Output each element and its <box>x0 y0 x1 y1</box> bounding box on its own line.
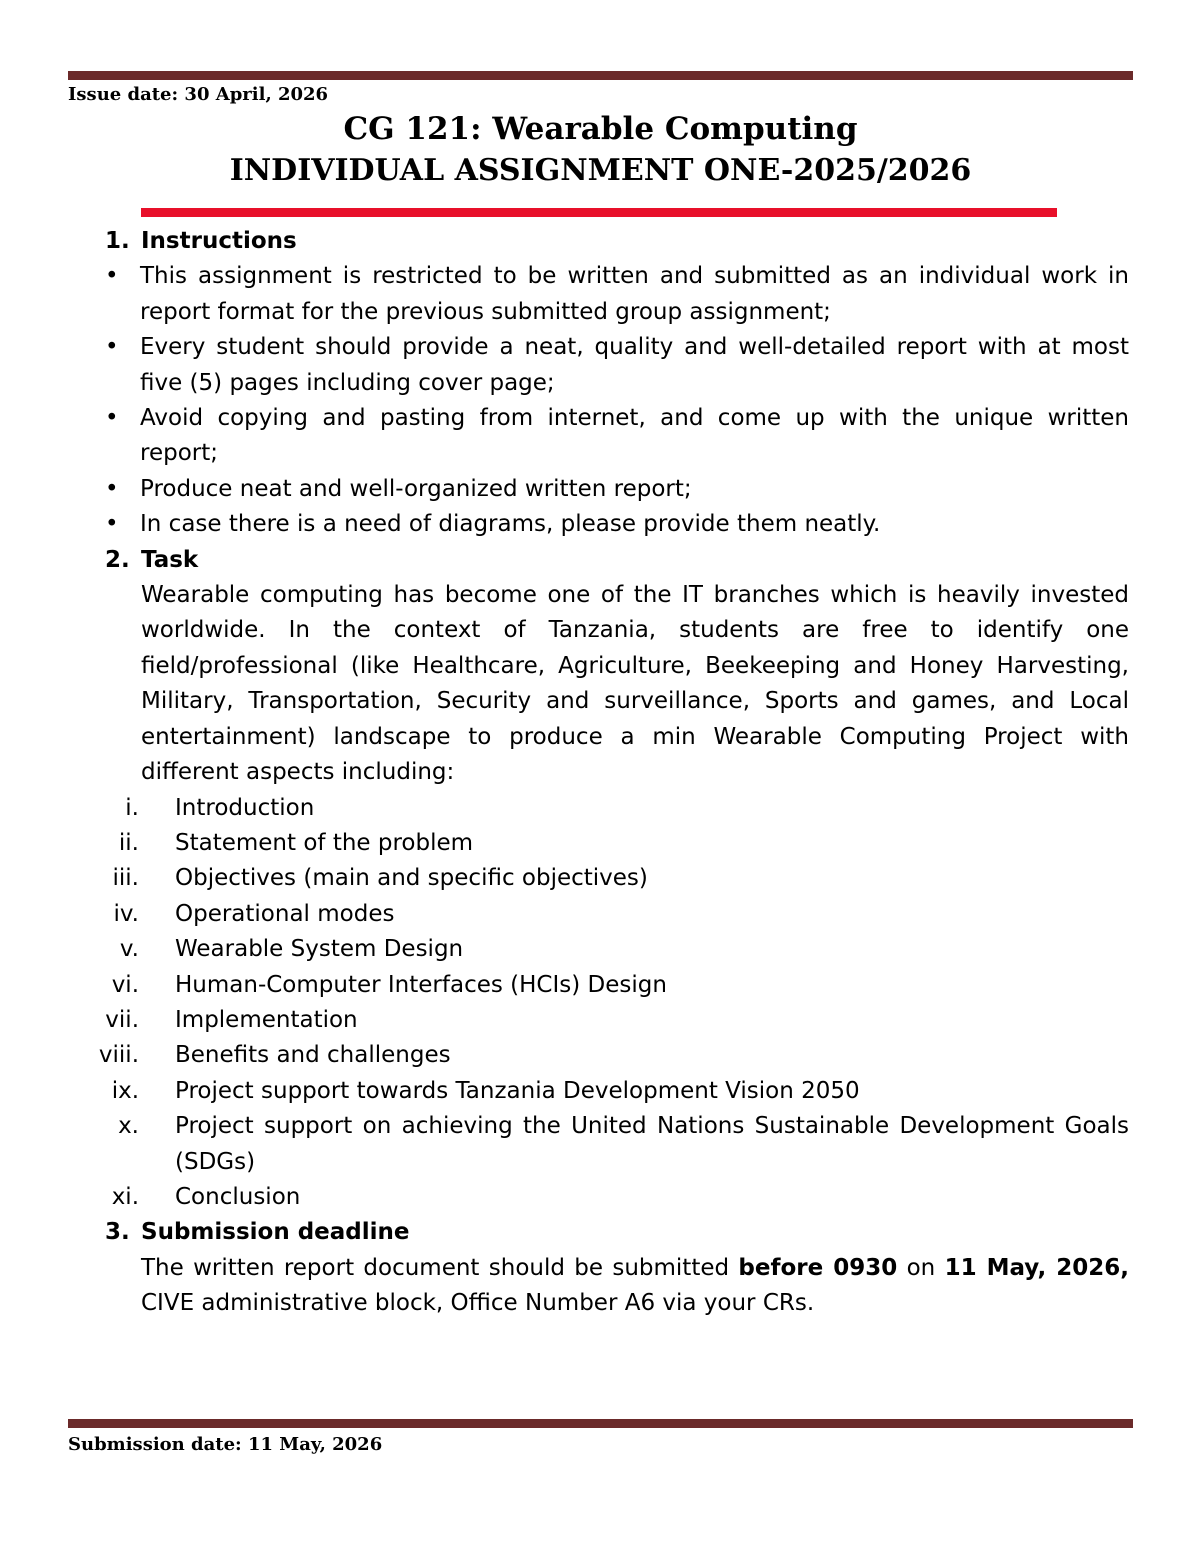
bullet-icon: • <box>105 334 119 361</box>
task-aspect-text: Wearable System Design <box>175 936 464 963</box>
task-aspect-item <box>105 1109 1129 1180</box>
task-aspect-item <box>105 861 1129 896</box>
roman-numeral: ii. <box>118 829 139 856</box>
instruction-item <box>105 330 1129 401</box>
task-aspect-item <box>105 1003 1129 1038</box>
instruction-item <box>105 472 1129 507</box>
bullet-icon: • <box>105 475 119 502</box>
section-number: 3. <box>105 1219 130 1246</box>
submission-date-inline: 11 May, 2026, <box>944 1254 1129 1281</box>
instruction-text: This assignment is restricted to be written and submitted as an individual work in report format for the previous submitted group assignment; <box>140 263 1129 325</box>
instruction-text: In case there is a need of diagrams, please provide them neatly. <box>140 511 881 538</box>
task-aspect-item <box>105 897 1129 932</box>
roman-numeral: iv. <box>113 900 139 927</box>
roman-numeral: iii. <box>112 865 139 892</box>
task-aspect-item <box>105 968 1129 1003</box>
roman-numeral: x. <box>118 1113 139 1140</box>
task-aspect-text: Statement of the problem <box>175 829 474 856</box>
instruction-text: Every student should provide a neat, quality and well-detailed report with at most five (5) pages including cover page; <box>140 334 1129 396</box>
section-instructions-heading <box>105 224 1129 259</box>
section-title: Task <box>141 546 199 573</box>
bullet-icon: • <box>105 263 119 290</box>
section-number: 2. <box>105 546 130 573</box>
header-rule <box>68 71 1133 80</box>
footer-rule <box>68 1419 1133 1428</box>
roman-numeral: vii. <box>105 1006 139 1033</box>
section-number: 1. <box>105 228 130 254</box>
task-paragraph: Wearable computing has become one of the IT branches which is heavily invested worldwide. In the context of Tanzania, students are free to identify one field/professional (like Healthcare, Agriculture, Beekeeping and Honey Harvesting, Military, Transportation, Security and surveillance, Sports and games, and Local entertainment) landscape to produce a min Wearable Computing Project with different aspects including: <box>141 582 1129 786</box>
task-aspect-item <box>105 1074 1129 1109</box>
task-aspect-text: Conclusion <box>175 1183 301 1210</box>
section-title: Instructions <box>141 228 297 254</box>
roman-numeral: i. <box>125 794 139 821</box>
task-aspect-text: Operational modes <box>175 900 395 927</box>
task-aspect-text: Introduction <box>175 794 315 821</box>
task-aspect-item <box>105 1180 1129 1215</box>
task-aspect-item <box>105 826 1129 861</box>
roman-numeral: vi. <box>111 971 139 998</box>
task-aspect-text: Project support towards Tanzania Development Vision 2050 <box>175 1077 860 1104</box>
assignment-title: INDIVIDUAL ASSIGNMENT ONE-2025/2026 <box>229 153 972 188</box>
instruction-item <box>105 507 1129 542</box>
submission-time: before 0930 <box>738 1254 898 1281</box>
instructions-list <box>105 259 1129 542</box>
submission-text-mid: on <box>897 1254 945 1281</box>
bullet-icon: • <box>105 511 119 538</box>
document-title <box>68 108 1133 192</box>
instruction-text: Produce neat and well-organized written report; <box>140 475 692 502</box>
task-aspect-item <box>98 1038 1129 1073</box>
task-aspect-item <box>105 932 1129 967</box>
roman-numeral: v. <box>119 936 139 963</box>
task-aspect-item <box>105 791 1129 826</box>
roman-numeral: xi. <box>111 1183 139 1210</box>
task-aspect-text: Benefits and challenges <box>175 1042 451 1069</box>
instruction-text: Avoid copying and pasting from internet, and come up with the unique written report; <box>140 405 1129 467</box>
issue-date: Issue date: 30 April, 2026 <box>68 84 329 105</box>
submission-text-before: The written report document should be submitted <box>141 1254 739 1281</box>
document-body <box>98 224 1129 1322</box>
instruction-item <box>105 401 1129 472</box>
title-underline-rule <box>141 208 1057 217</box>
task-aspect-text: Project support on achieving the United Nations Sustainable Development Goals (SDGs) <box>175 1113 1129 1175</box>
instruction-item <box>105 259 1129 330</box>
roman-numeral: ix. <box>111 1077 139 1104</box>
footer-submission-date: Submission date: 11 May, 2026 <box>68 1434 383 1455</box>
section-title: Submission deadline <box>141 1219 410 1246</box>
submission-paragraph <box>141 1251 1129 1322</box>
task-aspect-text: Objectives (main and specific objectives) <box>175 865 648 892</box>
roman-numeral: viii. <box>98 1042 139 1069</box>
course-title: CG 121: Wearable Computing <box>343 111 858 147</box>
bullet-icon: • <box>105 405 119 432</box>
section-task-heading <box>105 543 1129 578</box>
task-aspect-text: Implementation <box>175 1006 358 1033</box>
task-aspect-text: Human-Computer Interfaces (HCIs) Design <box>175 971 667 998</box>
submission-text-after: CIVE administrative block, Office Number A6 via your CRs. <box>141 1290 815 1317</box>
section-submission-heading <box>105 1215 1129 1250</box>
task-aspects-list <box>98 791 1129 1216</box>
